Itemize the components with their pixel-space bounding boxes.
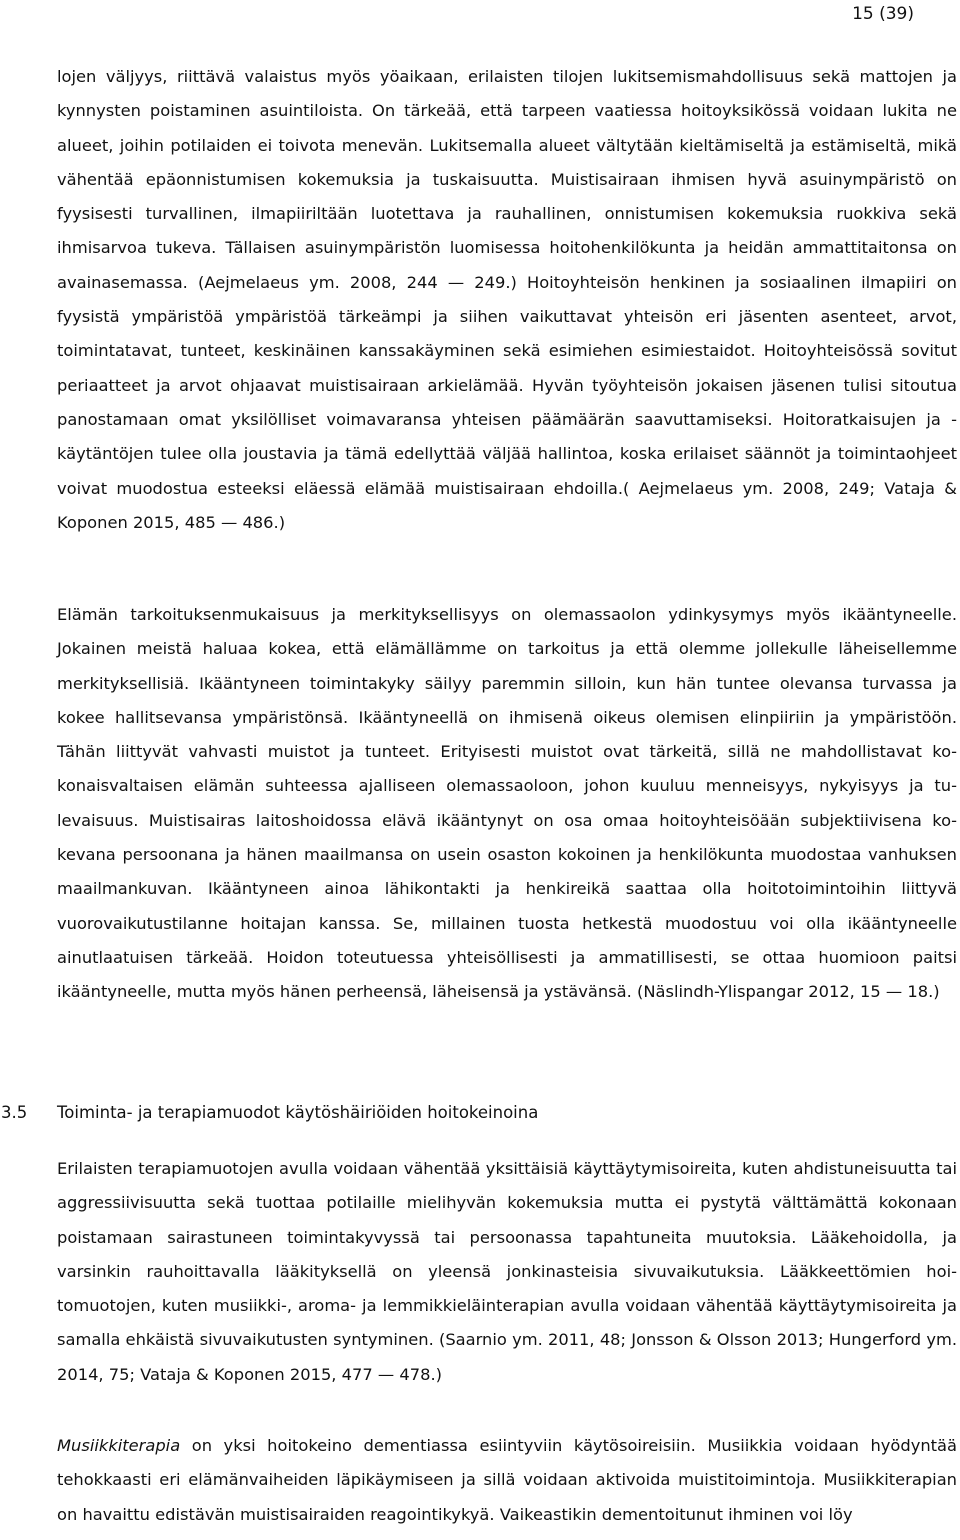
page-number: 15 (39) (852, 4, 914, 24)
paragraph-gap (57, 558, 957, 598)
paragraph-therapy-forms: Erilaisten terapiamuotojen avulla voidaan vähentää yksittäisiä käyttäytymisoireita, kuten ahdistuneisuutta tai aggressiivisuutta sekä tuottaa potilaille mielihyvän kokemuksia mutta ei pystytä välttämättä kokonaan poistamaan sairastuneen toimintakyvyssä tai persoonassa tapahtuneita muutoksia. Lääkehoidolla, ja varsinkin rauhoittavalla lääkityksellä on yleensä jonkinasteisia sivuvaikutuksia. Lääkkeettömien hoitomuotojen, kuten musiikki-, aroma- ja lemmikkieläinterapian avulla voidaan vähentää käyttäytymisoireita ja samalla ehkäistä sivuvaikutusten syntyminen. (Saarnio ym. 2011, 48; Jonsson & Olsson 2013; Hungerford ym. 2014, 75; Vataja & Koponen 2015, 477 — 478.) (57, 1159, 957, 1384)
section-number: 3.5 (1, 1103, 28, 1122)
paragraph-living-environment: lojen väljyys, riittävä valaistus myös yöaikaan, erilaisten tilojen lukitsemismahdollisuus sekä mattojen ja kynnysten poistaminen asuintiloista. On tärkeää, että tarpeen vaatiessa hoitoyksikössä voidaan lukita ne alueet, joihin potilaiden ei toivota menevän. Lukitsemalla alueet vältytään kieltämiseltä ja estämiseltä, mikä vähentää epäonnistumisen kokemuksia ja tuskaisuutta. Muistisairaan ihmisen hyvä asuinympäristö on fyysisesti turvallinen, ilmapiiriltään luotettava ja rauhallinen, onnistumisen kokemuksia ruokkiva sekä ihmisarvoa tukeva. Tällaisen asuinympäristön luomisessa hoitohenkilökunta ja heidän ammattitaitonsa on avainasemassa. (Aejmelaeus ym. 2008, 244 — 249.) Hoitoyhteisön henkinen ja sosiaalinen ilmapiiri on fyysistä ympäristöä ympäristöä tärkeämpi ja siihen vaikuttavat yhteisön eri jäsenten asenteet, arvot, toimintatavat, tunteet, keskinäinen kanssakäyminen sekä esimiehen esimiestaidot. Hoitoyhteisössä sovitut periaatteet ja arvot ohjaavat muistisairaan arkielämää. Hyvän työyhteisön jokaisen jäsenen tulisi sitoutua panostamaan omat yksilölliset voimavaransa yhteisen päämäärän saavuttamiseksi. Hoitoratkaisujen ja -käytäntöjen tulee olla joustavia ja tämä edellyttää väljää hallintoa, koska erilaiset säännöt ja toimintaohjeet voivat muodostua esteeksi eläessä elämää muistisairaan ehdoilla.( Aejmelaeus ym. 2008, 249; Vataja & Koponen 2015, 485 — 486.) (57, 67, 957, 532)
music-therapy-text: on yksi hoitokeino dementiassa esiintyviin käytösoireisiin. Musiikkia voidaan hyödyntää tehokkaasti eri elämänvaiheiden läpikäymiseen ja sillä voidaan aktivoida muistitoimintoja. Musiikkiterapian on havaittu edistävän muistisairaiden reagointikykyä. Vaikeastikin dementoitunut ihminen voi löy (57, 1436, 957, 1524)
paragraph-meaningfulness: Elämän tarkoituksenmukaisuus ja merkityksellisyys on olemassaolon ydinkysymys myös ikääntyneelle. Jokainen meistä haluaa kokea, että elämällämme on tarkoitus ja että olemme jollekulle läheisellemme merkityksellisiä. Ikääntyneen toimintakyky säilyy paremmin silloin, kun hän tuntee olevansa turvassa ja kokee hallitsevansa ympäristönsä. Ikääntyneellä on ihmisenä oikeus olemisen elinpiiriin ja ympäristöön. Tähän liittyvät vahvasti muistot ja tunteet. Erityisesti muistot ovat tärkeitä, sillä ne mahdollistavat kokonaisvaltaisen elämän suhteessa ajalliseen olemassaoloon, johon kuuluu menneisyys, nykyisyys ja tulevaisuus. Muistisairas laitoshoidossa elävä ikääntynyt on osa omaa hoitoyhteisöään subjektiivisena kokevana persoonana ja hänen maailmansa on usein osaston kokoinen ja henkilökunta muodostaa vanhuksen maailmankuvan. Ikääntyneen ainoa lähikontakti ja henkireikä saattaa olla hoitotoimintoihin liittyvä vuorovaikutustilanne hoitajan kanssa. Se, millainen tuosta hetkestä muodostuu voi olla ikääntyneelle ainutlaatuisen tärkeää. Hoidon toteutuessa yhteisöllisesti ja ammatillisesti, se ottaa huomioon paitsi ikääntyneelle, mutta myös hänen perheensä, läheisensä ja ystävänsä. (Näslindh-Ylispangar 2012, 15 — 18.) (57, 605, 957, 1002)
body-text (57, 60, 957, 1010)
music-therapy-term: Musiikkiterapia (57, 1436, 181, 1455)
paragraph-music-therapy (57, 1429, 957, 1532)
section-title: Toiminta- ja terapiamuodot käytöshäiriöiden hoitokeinoina (57, 1103, 539, 1122)
